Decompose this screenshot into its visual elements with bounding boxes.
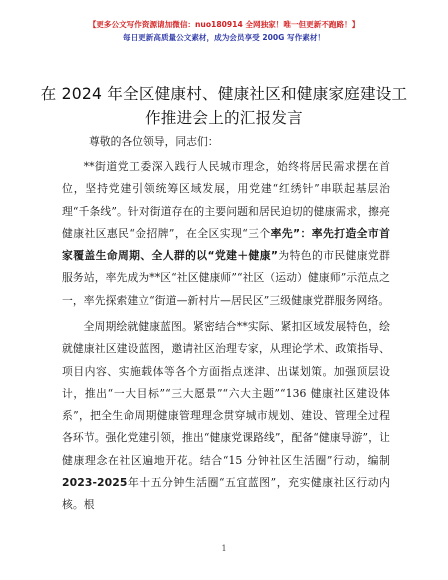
body-paragraph-1 [62, 156, 390, 312]
salutation: 尊敬的各位领导，同志们： [89, 135, 219, 148]
page-number: 1 [221, 544, 227, 553]
paragraph-1-text-a: **街道党工委深入践行人民城市理念，始终将居民需求摆在首位，坚持党建引领统筹区域发展，用党建“红绣针”串联起基层治理“千条线”。针对街道存在的主要问题和居民迫切的健康需求，擦亮健康社区惠民“金招牌”，在全区实现“三个 [62, 160, 390, 240]
paragraph-1-bold-text: 率先”：率先打造全市首家覆盖生命周期、全人群的以“党建＋健康” [62, 226, 390, 263]
paragraph-2-text-b: 年十五分钟生活圈“五宜蓝图”，充实健康社区行动内核。根 [62, 476, 390, 512]
body-paragraph-2 [62, 316, 390, 517]
paragraph-1-text-b: 为特色的市民健康党群服务站，率先成为**区“社区健康师”“社区（运动）健康师”示范点之一，率先探索建立“街道—新村片—居民区”三级健康党群服务网络。 [62, 249, 390, 307]
document-title: 在 2024 年全区健康村、健康社区和健康家庭建设工作推进会上的汇报发言 [40, 85, 408, 127]
paragraph-2-bold-text: 2023-2025 [62, 476, 128, 490]
promo-banner-line-1: 【更多公文写作资源请加微信：nuo180914 全网独家！唯一但更新不跑路！】 [88, 20, 360, 29]
paragraph-2-text-a: 全周期绘就健康蓝图。紧密结合**实际、紧扣区域发展特色，绘就健康社区建设蓝图，邀请社区治理专家，从理论学术、政策指导、项目内容、实施载体等各个方面指点迷津、出谋划策。加强顶层设计，推出“一大目标”“三大愿景”“六大主题”“136 健康社区建设体系”，把全生命周期健康管理理念贯穿城市规划、建设、管理全过程各环节。强化党建引领，推出“健康党课路线”，配备“健康导游”，让健康理念在社区遍地开花。结合“15 分钟社区生活圈”行动，编制 [62, 320, 390, 467]
promo-banner-line-2: 每日更新高质量公文素材，成为会员享受 200G 写作素材！ [122, 33, 326, 42]
